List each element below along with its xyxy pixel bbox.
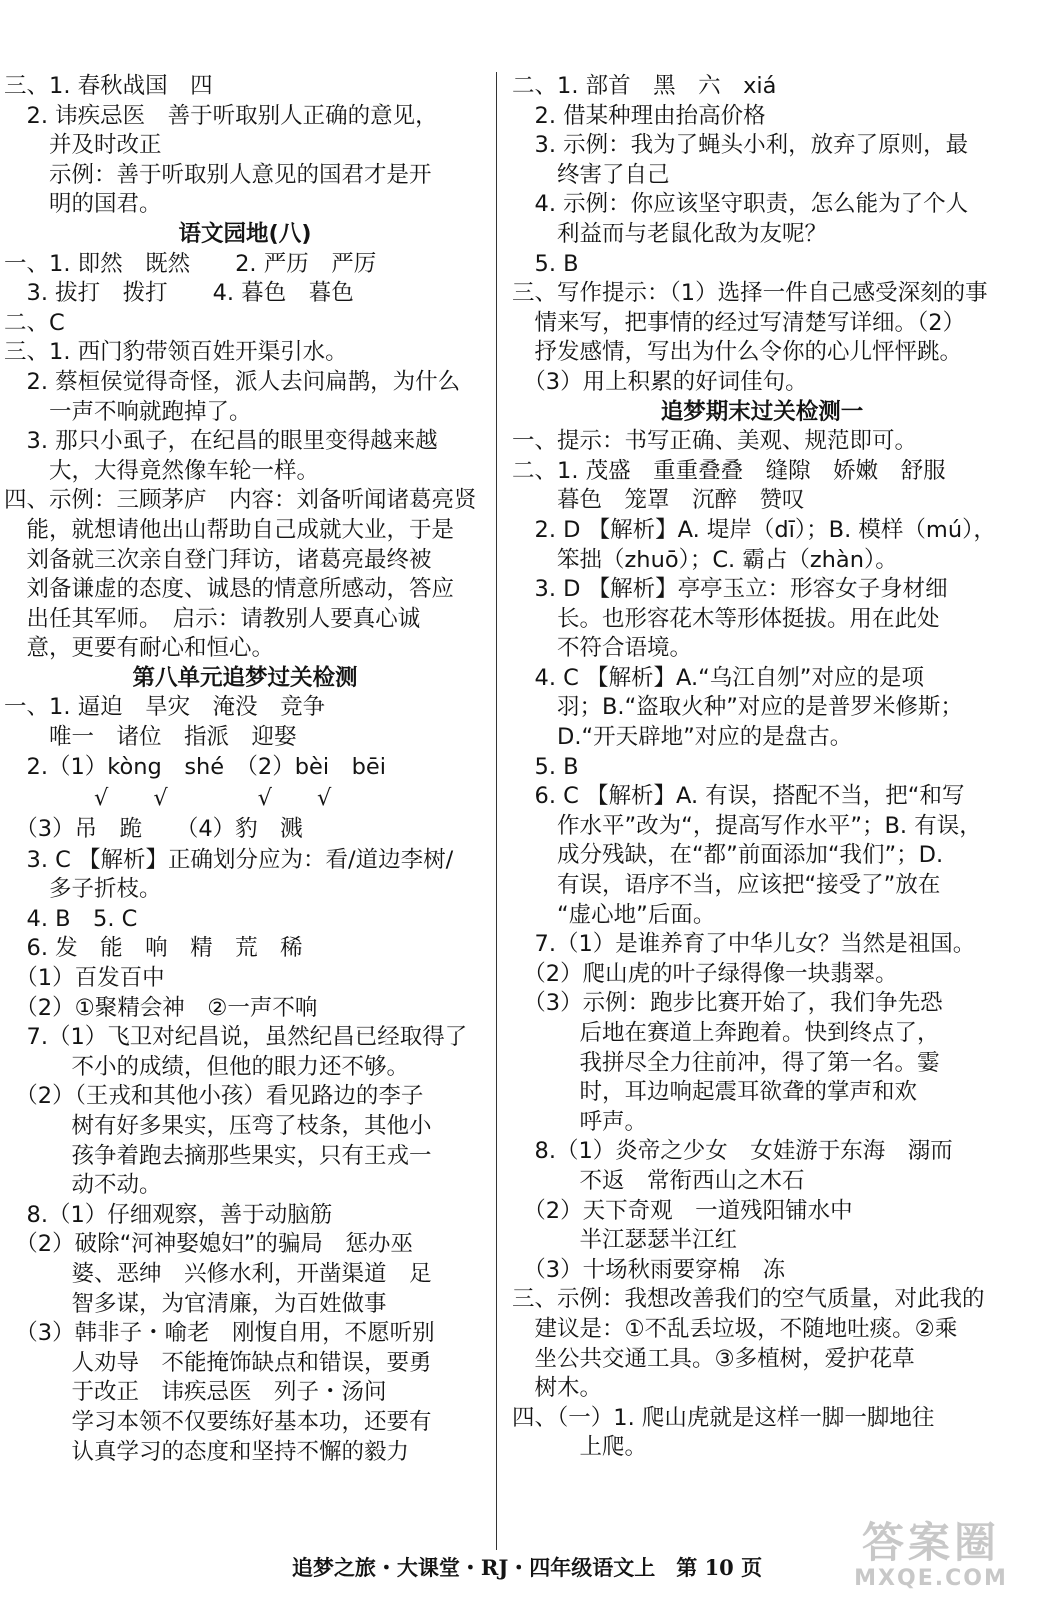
text-line: 四、示例：三顾茅庐 内容：刘备听闻诸葛亮贤 <box>4 487 477 514</box>
text-line: 二、C <box>4 309 65 336</box>
text-line: 认真学习的态度和坚持不懈的毅力 <box>4 1438 410 1465</box>
text-line: 树有好多果实，压弯了枝条，其他小 <box>4 1113 432 1139</box>
watermark-text: 答案圈 <box>861 1518 1000 1567</box>
text-line: 不小的成绩，但他的眼力还不够。 <box>4 1053 410 1080</box>
text-line: 明的国君。 <box>4 191 162 218</box>
text-line: 6. 发 能 响 精 荒 稀 <box>4 935 303 962</box>
text-line: 二、1. 茂盛 重重叠叠 缝隙 娇嫩 舒服 <box>512 457 946 484</box>
text-line: 4. B 5. C <box>4 905 138 932</box>
text-line: 4. 示例：你应该坚守职责，怎么能为了个人 <box>512 191 969 218</box>
text-line: 建议是：①不乱丢垃圾，不随地吐痰。②乘 <box>512 1315 958 1342</box>
text-line: 羽；B.“盗取火种”对应的是普罗米修斯； <box>512 694 963 721</box>
text-line: （2）①聚精会神 ②一声不响 <box>4 994 318 1021</box>
page-footer: 追梦之旅・大课堂・RJ・四年级语文上 第 10 页 <box>291 1555 763 1580</box>
text-line: （3）韩非子・喻老 刚愎自用，不愿听别 <box>4 1320 435 1347</box>
text-line: “虚心地”后面。 <box>512 901 716 928</box>
text-line: 终害了自己 <box>512 161 670 188</box>
text-line: 学习本领不仅要练好基本功，还要有 <box>4 1408 432 1435</box>
text-line: （3）十场秋雨要穿棉 冻 <box>512 1256 786 1283</box>
text-line: 三、示例：我想改善我们的空气质量，对此我的 <box>512 1286 985 1313</box>
text-line: （3）用上积累的好词佳句。 <box>512 368 808 395</box>
text-line: 刘备谦虚的态度、诚恳的情意所感动，答应 <box>4 576 455 603</box>
text-line: 一、1. 逼迫 旱灾 淹没 竞争 <box>4 694 326 721</box>
text-line: 意，更要有耐心和恒心。 <box>4 635 275 662</box>
text-line: 唯一 诸位 指派 迎娶 <box>4 724 297 751</box>
text-line: 三、1. 西门豹带领百姓开渠引水。 <box>4 339 348 366</box>
text-line: D.“开天辟地”对应的是盘古。 <box>512 724 853 751</box>
text-line: 7.（1）是谁养育了中华儿女？当然是祖国。 <box>512 931 976 958</box>
text-line: 于改正 讳疾忌医 列子・汤问 <box>4 1379 387 1406</box>
text-line: 呼声。 <box>512 1108 648 1135</box>
text-line: 四、（一）1. 爬山虎就是这样一脚一脚地往 <box>512 1404 935 1431</box>
text-line: 2. 借某种理由抬高价格 <box>512 102 766 129</box>
text-line: （3）吊 跪 （4）豹 溅 <box>4 815 303 842</box>
text-line: 笨拙（zhuō）；C. 霸占（zhàn）。 <box>512 546 898 573</box>
column-divider <box>496 72 497 1550</box>
text-line: 智多谋，为官清廉，为百姓做事 <box>4 1290 387 1317</box>
watermark-logo <box>826 1520 1036 1596</box>
text-line: 孩争着跑去摘那些果实，只有王戎一 <box>4 1142 432 1169</box>
text-line: 有误，语序不当，应该把“接受了”放在 <box>512 872 941 899</box>
pinyin-line: 2.（1）kòng shé （2）bèi bēi <box>4 753 386 780</box>
text-line: 坐公共交通工具。③多植树，爱护花草 <box>512 1345 915 1372</box>
section-title: 语文园地(八) <box>178 220 312 247</box>
text-line: 能，就想请他出山帮助自己成就大业，于是 <box>4 516 455 543</box>
text-line: 3. 拔打 拨打 4. 暮色 暮色 <box>4 280 354 307</box>
text-line: 多子折枝。 <box>4 876 162 903</box>
text-line: 3. 那只小虱子，在纪昌的眼里变得越来越 <box>4 428 438 455</box>
text-line: 不符合语境。 <box>512 635 693 662</box>
text-line: 一、1. 即然 既然 2. 严历 严厉 <box>4 250 377 277</box>
text-line: 暮色 笼罩 沉醉 赞叹 <box>512 487 805 514</box>
text-line: 长。也形容花木等形体挺拔。用在此处 <box>512 605 940 632</box>
text-line: 成分残缺，在“都”前面添加“我们”；D. <box>512 842 944 869</box>
text-line: 2. 讳疾忌医 善于听取别人正确的意见， <box>4 102 438 129</box>
text-line: 动不动。 <box>4 1172 162 1199</box>
text-line: 不返 常衔西山之木石 <box>512 1167 805 1194</box>
text-line: 一、提示：书写正确、美观、规范即可。 <box>512 428 918 455</box>
left-column <box>4 72 486 1467</box>
text-line: （1）百发百中 <box>4 965 165 992</box>
text-line: 一声不响就跑掉了。 <box>4 398 252 425</box>
text-line: 人劝导 不能掩饰缺点和错误，要勇 <box>4 1349 432 1376</box>
text-line: 并及时改正 <box>4 132 162 159</box>
watermark-url: MXQE.COM <box>854 1566 1008 1591</box>
text-line: 婆、恶绅 兴修水利，开凿渠道 足 <box>4 1260 432 1287</box>
text-line: 3. C 【解析】正确划分应为：看/道边李树/ <box>4 846 454 873</box>
text-line: 利益而与老鼠化敌为友呢？ <box>512 220 828 247</box>
text-line: 刘备就三次亲自登门拜访，诸葛亮最终被 <box>4 546 432 573</box>
check-marks-line: √ √ √ √ <box>4 784 332 811</box>
text-line: 7.（1）飞卫对纪昌说，虽然纪昌已经取得了 <box>4 1024 468 1051</box>
text-line: 6. C 【解析】A. 有误，搭配不当，把“和写 <box>512 783 965 810</box>
text-line: 8.（1）仔细观察，善于动脑筋 <box>4 1201 333 1228</box>
text-line: （2）爬山虎的叶子绿得像一块翡翠。 <box>512 960 898 987</box>
text-line: （2）天下奇观 一道残阳铺水中 <box>512 1197 853 1224</box>
text-line: 8.（1）炎帝之少女 女娃游于东海 溺而 <box>512 1138 953 1165</box>
text-line: 抒发感情，写出为什么令你的心儿怦怦跳。 <box>512 339 963 366</box>
text-line: 5. B <box>512 753 579 780</box>
text-line: 上爬。 <box>512 1434 648 1461</box>
text-line: 2. 蔡桓侯觉得奇怪，派人去问扁鹊，为什么 <box>4 368 461 395</box>
text-line: 作水平”改为“，提高写作水平”；B. 有误， <box>512 812 982 839</box>
text-line: （3）示例：跑步比赛开始了，我们争先恐 <box>512 990 943 1017</box>
text-line: 5. B <box>512 250 579 277</box>
text-line: 时，耳边响起震耳欲聋的掌声和欢 <box>512 1079 918 1106</box>
text-line: 大，大得竟然像车轮一样。 <box>4 457 320 484</box>
text-line: 示例：善于听取别人意见的国君才是开 <box>4 161 432 188</box>
text-line: 后地在赛道上奔跑着。快到终点了， <box>512 1020 940 1046</box>
text-line: 出任其军师。 启示：请教别人要真心诚 <box>4 605 421 632</box>
text-line: 二、1. 部首 黑 六 xiá <box>512 73 777 99</box>
right-column <box>512 72 1012 1463</box>
text-line: 2. D 【解析】A. 堤岸（dī）；B. 模样（mú）， <box>512 516 996 543</box>
text-line: 三、写作提示：（1）选择一件自己感受深刻的事 <box>512 280 988 307</box>
text-line: 三、1. 春秋战国 四 <box>4 73 213 99</box>
text-line: 半江瑟瑟半江红 <box>512 1227 738 1254</box>
text-line: 情来写，把事情的经过写清楚写详细。（2） <box>512 309 966 336</box>
section-title: 追梦期末过关检测一 <box>660 398 864 425</box>
text-line: 我拼尽全力往前冲，得了第一名。霎 <box>512 1049 940 1076</box>
text-line: 树木。 <box>512 1375 603 1402</box>
text-line: 3. D 【解析】亭亭玉立：形容女子身材细 <box>512 576 948 603</box>
text-line: （2）破除“河神娶媳妇”的骗局 惩办巫 <box>4 1231 413 1258</box>
text-line: （2）（王戎和其他小孩）看见路边的李子 <box>4 1083 424 1110</box>
section-title: 第八单元追梦过关检测 <box>132 664 358 691</box>
text-line: 4. C 【解析】A.“乌江自刎”对应的是项 <box>512 664 924 691</box>
text-line: 3. 示例：我为了蝇头小利，放弃了原则，最 <box>512 132 969 159</box>
